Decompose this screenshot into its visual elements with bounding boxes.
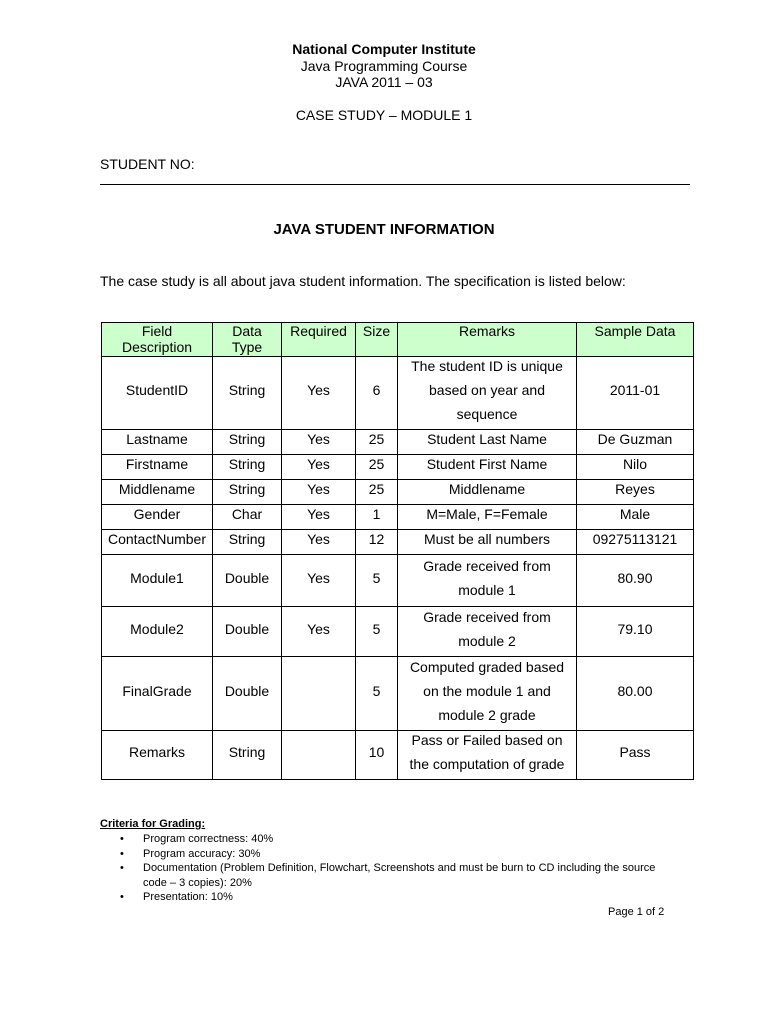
cell-remarks-content	[402, 657, 572, 727]
cell-remarks	[398, 430, 577, 455]
remarks-line: the computation of grade	[409, 756, 565, 772]
cell-required	[282, 505, 356, 530]
cell-field-content: Lastname	[126, 431, 188, 447]
remarks-line: Student First Name	[426, 456, 548, 472]
cell-remarks	[398, 480, 577, 505]
cell-size-content: 5	[372, 682, 381, 699]
cell-size	[356, 530, 398, 555]
cell-sample-data-content: Male	[619, 506, 651, 522]
cell-size-content: 10	[368, 744, 385, 760]
cell-field	[102, 430, 213, 455]
criteria-item-text: Documentation (Problem Definition, Flowchart, Screenshots and must be burn to CD including the source code – 3 copies): 20%	[143, 862, 656, 889]
table-header-row	[102, 323, 694, 357]
header-sample-data	[577, 323, 694, 357]
cell-remarks	[398, 357, 577, 430]
header-data-type	[213, 323, 282, 357]
cell-size-content: 6	[372, 382, 381, 398]
table-row	[102, 505, 694, 530]
cell-field-content: Module2	[130, 620, 184, 637]
table-row	[102, 555, 694, 607]
cell-sample-data-content: 79.10	[617, 620, 653, 637]
cell-sample-data-content: Reyes	[615, 481, 655, 497]
header-label: Data Type	[231, 323, 263, 355]
cell-size	[356, 430, 398, 455]
cell-remarks-content	[402, 555, 572, 602]
cell-data-type	[213, 657, 282, 731]
intro-paragraph: The case study is all about java student information. The specification is listed below:	[100, 273, 626, 289]
cell-data-type	[213, 357, 282, 430]
student-no-line	[100, 184, 690, 185]
cell-required	[282, 455, 356, 480]
header-label: Remarks	[458, 323, 515, 339]
cell-data-type	[213, 555, 282, 607]
cell-sample-data-content: De Guzman	[597, 431, 673, 447]
cell-data-type-content: String	[228, 744, 266, 760]
cell-field-content: Middlename	[118, 481, 196, 497]
cell-required	[282, 357, 356, 430]
cell-remarks	[398, 731, 577, 780]
bullet-icon: •	[120, 891, 124, 903]
table-row	[102, 480, 694, 505]
student-no-label: STUDENT NO:	[100, 156, 195, 172]
criteria-item	[100, 890, 673, 905]
cell-remarks-content	[402, 505, 572, 527]
remarks-line: M=Male, F=Female	[426, 506, 548, 522]
cell-field	[102, 555, 213, 607]
cell-size	[356, 455, 398, 480]
bullet-icon: •	[120, 847, 124, 860]
cell-field-content: Firstname	[125, 456, 189, 472]
cell-size-content: 5	[372, 620, 381, 637]
cell-data-type	[213, 480, 282, 505]
cell-size	[356, 357, 398, 430]
cell-required	[282, 530, 356, 555]
cell-size	[356, 607, 398, 657]
cell-remarks-content	[402, 357, 572, 427]
cell-data-type	[213, 607, 282, 657]
criteria-item	[100, 832, 673, 847]
course-name: Java Programming Course	[300, 57, 468, 74]
cell-field	[102, 530, 213, 555]
cell-size	[356, 657, 398, 731]
cell-required	[282, 731, 356, 780]
remarks-line: Grade received from	[423, 557, 551, 574]
header-label: Size	[362, 323, 391, 339]
cell-required	[282, 555, 356, 607]
cell-sample-data	[577, 530, 694, 555]
cell-required	[282, 657, 356, 731]
cell-required	[282, 430, 356, 455]
document-title: JAVA STUDENT INFORMATION	[273, 221, 495, 238]
remarks-line: based on year and	[429, 382, 545, 398]
table-row	[102, 455, 694, 480]
cell-sample-data	[577, 607, 694, 657]
table-row	[102, 357, 694, 430]
cell-remarks	[398, 505, 577, 530]
cell-required-content: Yes	[307, 456, 330, 472]
cell-sample-data-content: Nilo	[622, 456, 648, 472]
cell-size-content: 12	[368, 531, 385, 547]
cell-required-content: Yes	[307, 569, 330, 586]
criteria-item-text: Program correctness: 40%	[143, 833, 274, 845]
cell-size	[356, 505, 398, 530]
cell-field-content: FinalGrade	[122, 682, 192, 699]
header-label: Field Description	[121, 323, 193, 355]
cell-data-type-content: String	[228, 481, 266, 497]
cell-size-content: 25	[368, 481, 385, 497]
cell-data-type-content: String	[228, 382, 266, 398]
cell-sample-data	[577, 657, 694, 731]
table-row	[102, 731, 694, 780]
cell-remarks-content	[402, 480, 572, 502]
header-label: Required	[290, 323, 347, 339]
cell-data-type-content: String	[228, 431, 266, 447]
cell-required-content: Yes	[307, 531, 330, 547]
cell-field	[102, 607, 213, 657]
criteria-item	[100, 847, 673, 862]
remarks-line: Computed graded based	[409, 658, 565, 675]
case-study-label: CASE STUDY – MODULE 1	[295, 107, 473, 123]
cell-sample-data	[577, 731, 694, 780]
remarks-line: Grade received from	[423, 608, 551, 625]
cell-remarks-content	[402, 455, 572, 477]
cell-field	[102, 455, 213, 480]
cell-sample-data	[577, 430, 694, 455]
remarks-line: module 2 grade	[438, 706, 536, 723]
header-label: Sample Data	[594, 323, 676, 339]
cell-field-content: Remarks	[128, 744, 185, 760]
institute-name: National Computer Institute	[292, 41, 476, 57]
cell-sample-data-content: 80.00	[617, 682, 653, 699]
cell-data-type-content: Double	[224, 682, 270, 699]
cell-required-content: Yes	[307, 382, 330, 398]
cell-remarks	[398, 657, 577, 731]
table-row	[102, 657, 694, 731]
cell-data-type	[213, 530, 282, 555]
criteria-item-text: Presentation: 10%	[143, 891, 233, 903]
cell-required-content: Yes	[307, 620, 330, 637]
cell-required	[282, 480, 356, 505]
table-row	[102, 530, 694, 555]
cell-field-content: ContactNumber	[107, 531, 207, 547]
cell-size-content: 25	[368, 431, 385, 447]
cell-sample-data	[577, 555, 694, 607]
cell-remarks-content	[402, 430, 572, 452]
cell-field	[102, 505, 213, 530]
cell-data-type-content: Double	[224, 569, 270, 586]
bullet-icon: •	[120, 833, 124, 845]
cell-remarks-content	[402, 607, 572, 653]
cell-field	[102, 657, 213, 731]
header-required	[282, 323, 356, 357]
cell-data-type	[213, 455, 282, 480]
cell-sample-data-content: Pass	[619, 744, 651, 760]
bullet-icon: •	[120, 862, 124, 874]
remarks-line: module 1	[458, 581, 516, 598]
criteria-list	[100, 832, 673, 905]
cell-remarks	[398, 555, 577, 607]
cell-required-content: Yes	[307, 506, 330, 522]
cell-remarks	[398, 455, 577, 480]
cell-size-content: 25	[368, 456, 385, 472]
cell-required-content: Yes	[307, 481, 330, 497]
cell-sample-data	[577, 455, 694, 480]
spec-table-body	[102, 357, 694, 780]
cell-data-type	[213, 430, 282, 455]
cell-required-content: Yes	[307, 431, 330, 447]
cell-sample-data	[577, 505, 694, 530]
cell-field	[102, 480, 213, 505]
remarks-line: Must be all numbers	[423, 531, 551, 547]
cell-field-content: Module1	[130, 569, 184, 586]
cell-remarks	[398, 607, 577, 657]
header-size	[356, 323, 398, 357]
cell-field	[102, 731, 213, 780]
remarks-line: The student ID is unique	[411, 358, 563, 374]
cell-size-content: 1	[372, 506, 381, 522]
table-row	[102, 430, 694, 455]
course-code: JAVA 2011 – 03	[335, 74, 433, 90]
cell-field-content: Gender	[133, 506, 181, 522]
header-field-description	[102, 323, 213, 357]
cell-data-type	[213, 505, 282, 530]
cell-remarks-content	[402, 731, 572, 777]
document-header	[0, 41, 768, 91]
remarks-line: sequence	[456, 406, 518, 422]
cell-sample-data-content: 2011-01	[609, 382, 661, 398]
cell-data-type-content: String	[228, 531, 266, 547]
cell-sample-data-content: 80.90	[617, 569, 653, 586]
remarks-line: Middlename	[448, 481, 526, 497]
cell-required	[282, 607, 356, 657]
criteria-item	[100, 861, 673, 890]
cell-field	[102, 357, 213, 430]
criteria-title: Criteria for Grading:	[100, 818, 206, 830]
page-number: Page 1 of 2	[608, 906, 665, 918]
cell-field-content: StudentID	[125, 382, 189, 398]
specification-table	[101, 322, 694, 780]
cell-remarks	[398, 530, 577, 555]
cell-size-content: 5	[372, 569, 381, 586]
remarks-line: Student Last Name	[427, 431, 547, 447]
cell-remarks-content	[402, 530, 572, 552]
remarks-line: on the module 1 and	[423, 682, 551, 699]
cell-sample-data-content: 09275113121	[592, 531, 678, 547]
cell-size	[356, 480, 398, 505]
remarks-line: module 2	[458, 632, 516, 649]
cell-data-type	[213, 731, 282, 780]
remarks-line: Pass or Failed based on	[411, 732, 563, 748]
cell-data-type-content: Double	[224, 620, 270, 637]
header-remarks	[398, 323, 577, 357]
cell-sample-data	[577, 480, 694, 505]
cell-size	[356, 555, 398, 607]
cell-data-type-content: Char	[231, 506, 263, 522]
cell-data-type-content: String	[228, 456, 266, 472]
table-row	[102, 607, 694, 657]
cell-sample-data	[577, 357, 694, 430]
cell-size	[356, 731, 398, 780]
criteria-item-text: Program accuracy: 30%	[143, 847, 261, 860]
